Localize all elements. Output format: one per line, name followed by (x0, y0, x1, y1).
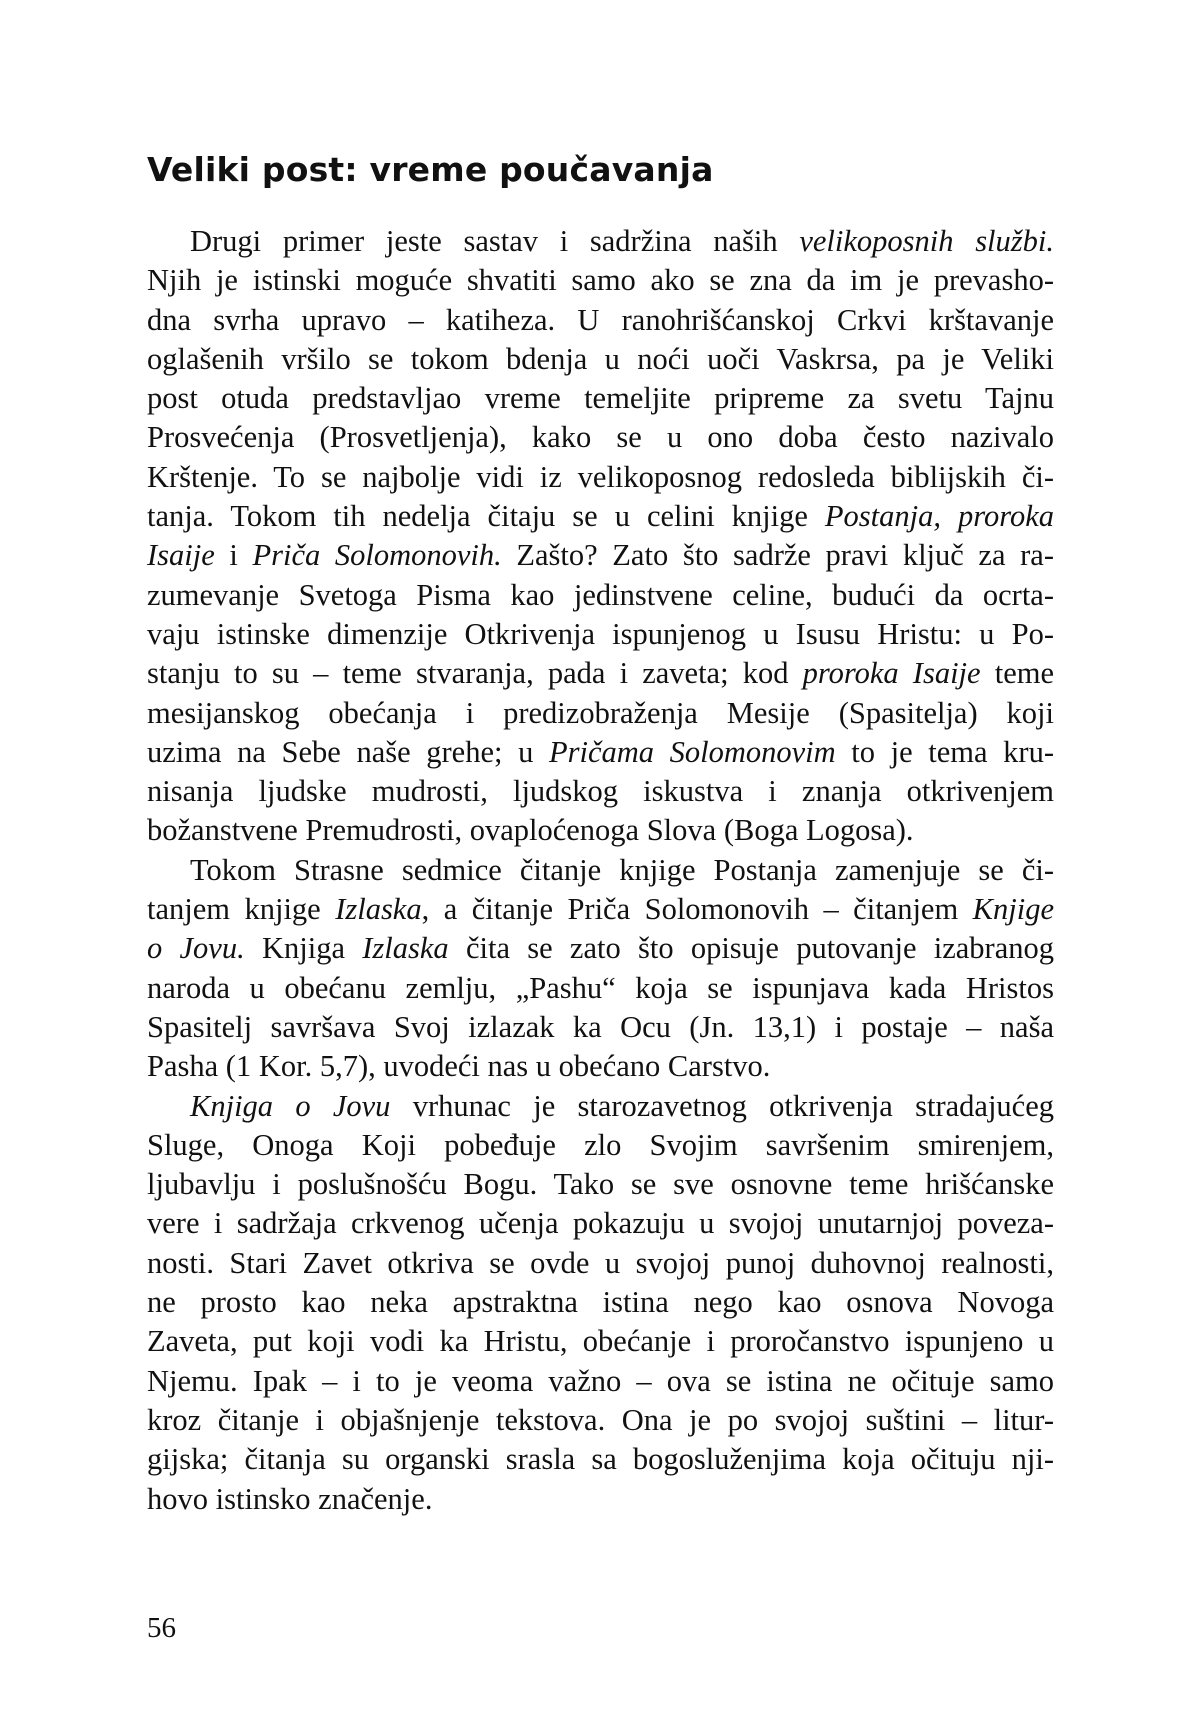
text-run: nisanja ljudske mudrosti, ljudskog iskustva i znanja otkrivenjem (147, 774, 1054, 809)
italic-text: Izlaska (362, 931, 449, 966)
italic-text: Knjige (972, 892, 1055, 927)
text-run: gijska; čitanja su organski srasla sa bogosluženjima koja očituju nji- (147, 1442, 1054, 1477)
text-line (147, 261, 1054, 300)
text-run: vaju istinske dimenzije Otkrivenja ispunjenog u Isusu Hristu: u Po- (147, 616, 1054, 651)
text-line (147, 536, 1054, 575)
text-line (147, 379, 1054, 418)
text-line (147, 418, 1054, 457)
text-run: kroz čitanje i objašnjenje tekstova. Ona je po svojoj suštini – litur- (147, 1402, 1054, 1437)
text-line (147, 1126, 1054, 1165)
text-run: uzima na Sebe naše grehe; u (147, 734, 549, 769)
text-run: ne prosto kao neka apstraktna istina nego kao osnova Novoga (147, 1285, 1054, 1320)
italic-text: Postanja, proroka (824, 499, 1055, 534)
italic-text: o Jovu. (147, 931, 245, 966)
text-line (147, 969, 1054, 1008)
text-line (147, 654, 1054, 693)
text-run: Njih je istinski moguće shvatiti samo ako se zna da im je prevasho- (147, 263, 1054, 298)
text-run: božanstvene Premudrosti, ovaploćenoga Slova (Boga Logosa). (147, 813, 914, 848)
text-line (147, 1165, 1054, 1204)
italic-text: proroka Isaije (802, 656, 981, 691)
text-line (147, 576, 1054, 615)
text-line (147, 222, 1054, 261)
text-run: Njemu. Ipak – i to je veoma važno – ova se istina ne očituje samo (147, 1363, 1054, 1398)
text-line (147, 811, 1054, 850)
text-run: Prosvećenja (Prosvetljenja), kako se u ono doba često nazivalo (147, 420, 1054, 455)
italic-text: Isaije (147, 538, 215, 573)
text-line (147, 1440, 1054, 1479)
text-line (147, 890, 1054, 929)
text-line (147, 615, 1054, 654)
italic-text: Knjiga o Jovu (190, 1088, 391, 1123)
text-run: i (214, 538, 253, 573)
text-run: Spasitelj savršava Svoj izlazak ka Ocu (Jn. 13,1) i postaje – naša (147, 1009, 1054, 1044)
page-number: 56 (147, 1612, 176, 1644)
text-line (147, 1244, 1054, 1283)
text-line (147, 772, 1054, 811)
italic-text: Izlaska (335, 892, 422, 927)
text-line (147, 458, 1054, 497)
text-run: Tokom Strasne sedmice čitanje knjige Postanja zamenjuje se či- (190, 852, 1054, 887)
text-line (147, 1087, 1054, 1126)
italic-text: velikoposnih službi. (799, 224, 1055, 258)
text-run: Krštenje. To se najbolje vidi iz velikoposnog redosleda biblijskih či- (147, 459, 1054, 494)
text-run: to je tema kru- (835, 734, 1054, 769)
text-run: Pasha (1 Kor. 5,7), uvodeći nas u obećano Carstvo. (147, 1049, 771, 1084)
text-line (147, 340, 1054, 379)
text-run: , a čitanje Priča Solomonovih – čitanjem (421, 892, 973, 927)
text-run: teme (980, 656, 1055, 691)
italic-text: Priča Solomonovih. (252, 538, 502, 573)
body-text (147, 222, 1054, 1519)
paragraph (147, 851, 1054, 1087)
text-run: Knjiga (244, 931, 363, 966)
text-run: post otuda predstavljao vreme temeljite pripreme za svetu Tajnu (147, 381, 1054, 416)
text-run: stanju to su – teme stvaranja, pada i zaveta; kod (147, 656, 803, 691)
text-run: Sluge, Onoga Koji pobeđuje zlo Svojim savršenim smirenjem, (147, 1127, 1054, 1162)
text-run: Zašto? Zato što sadrže pravi ključ za ra- (501, 538, 1054, 573)
text-line (147, 1401, 1054, 1440)
text-line (147, 1322, 1054, 1361)
text-line (147, 1283, 1054, 1322)
text-run: nosti. Stari Zavet otkriva se ovde u svojoj punoj duhovnoj realnosti, (147, 1245, 1054, 1280)
text-line (147, 929, 1054, 968)
text-run: vrhunac je starozavetnog otkrivenja stradajućeg (390, 1088, 1054, 1123)
text-line (147, 1362, 1054, 1401)
text-line (147, 1047, 1054, 1086)
text-run: oglašenih vršilo se tokom bdenja u noći uoči Vaskrsa, pa je Veliki (147, 341, 1054, 376)
text-line (147, 1008, 1054, 1047)
text-line (147, 301, 1054, 340)
text-run: mesijanskog obećanja i predizobraženja Mesije (Spasitelja) koji (147, 695, 1054, 730)
text-run: dna svrha upravo – katiheza. U ranohrišćanskoj Crkvi krštavanje (147, 302, 1054, 337)
text-run: hovo istinsko značenje. (147, 1481, 433, 1516)
text-run: vere i sadržaja crkvenog učenja pokazuju u svojoj unutarnjoj poveza- (147, 1206, 1054, 1241)
text-run: naroda u obećanu zemlju, „Pashu“ koja se ispunjava kada Hristos (147, 970, 1054, 1005)
text-line (147, 733, 1054, 772)
text-line (147, 497, 1054, 536)
paragraph (147, 1087, 1054, 1519)
text-run: zumevanje Svetoga Pisma kao jedinstvene celine, budući da ocrta- (147, 577, 1054, 612)
page-heading: Veliki post: vreme poučavanja (147, 150, 714, 189)
text-run: čita se zato što opisuje putovanje izabranog (448, 931, 1054, 966)
text-run: tanja. Tokom tih nedelja čitaju se u celini knjige (147, 499, 825, 534)
italic-text: Pričama Solomonovim (548, 734, 836, 769)
text-run: Zaveta, put koji vodi ka Hristu, obećanje i proročanstvo ispunjeno u (147, 1324, 1054, 1359)
text-line (147, 1480, 1054, 1519)
text-run: Drugi primer jeste sastav i sadržina naših (190, 224, 800, 258)
text-run: ljubavlju i poslušnošću Bogu. Tako se sve osnovne teme hrišćanske (147, 1167, 1054, 1202)
text-line (147, 1204, 1054, 1243)
text-line (147, 694, 1054, 733)
paragraph (147, 222, 1054, 851)
text-line (147, 851, 1054, 890)
text-run: tanjem knjige (147, 892, 336, 927)
